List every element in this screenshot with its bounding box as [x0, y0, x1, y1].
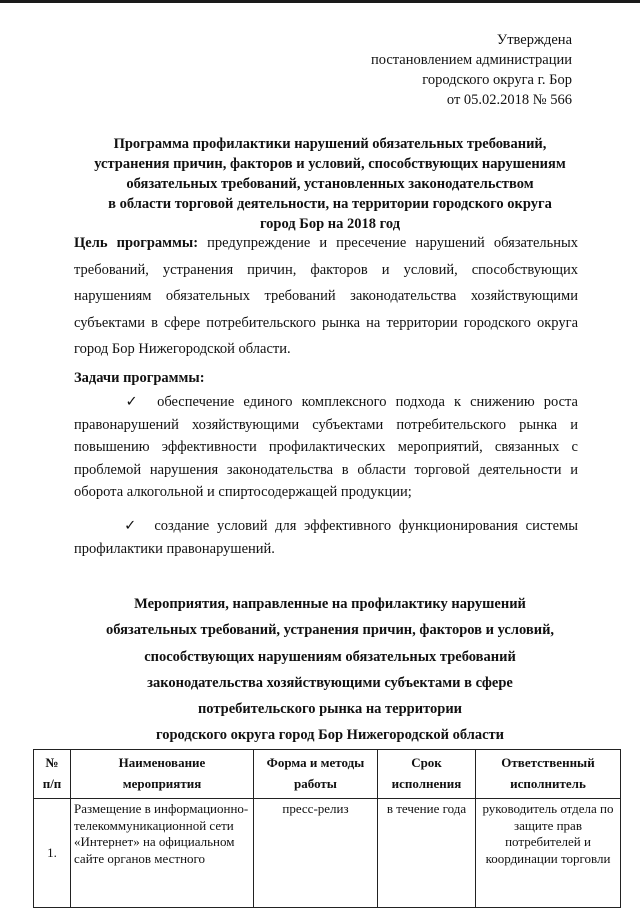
- approval-line: постановлением администрации: [370, 52, 572, 68]
- cell-responsible: руководитель отдела по защите прав потребителей и координации торговли: [476, 799, 621, 908]
- header-responsible: Ответственный исполнитель: [476, 750, 621, 799]
- header-num: № п/п: [34, 750, 71, 799]
- task-item: [74, 391, 578, 504]
- measures-title-line: потребительского рынка на территории: [197, 701, 463, 718]
- title-line: Программа профилактики нарушений обязательных требований,: [113, 136, 547, 152]
- goal-label: Цель программы:: [74, 235, 199, 251]
- header-term: Срок исполнения: [378, 750, 476, 799]
- measures-title-line: Мероприятия, направленные на профилактику нарушений: [134, 596, 526, 612]
- title-line: в области торговой деятельности, на территории городского округа: [108, 196, 552, 212]
- table-row: [34, 799, 621, 908]
- measures-table: [33, 749, 621, 908]
- program-title: [70, 134, 590, 234]
- approval-stamp: [332, 30, 572, 110]
- tasks-heading: Задачи программы:: [74, 370, 205, 386]
- header-name: Наименование мероприятия: [71, 750, 254, 799]
- check-icon: ✓: [120, 394, 144, 410]
- cell-name: Размещение в информационно-телекоммуникационной сети «Интернет» на официальном сайте органов местного: [71, 799, 254, 908]
- title-line: обязательных требований, установленных законодательством: [126, 176, 534, 192]
- approval-line: Утверждена: [496, 32, 572, 48]
- table-header-row: [34, 750, 621, 799]
- measures-title-line: городского округа город Бор Нижегородской области: [155, 727, 505, 744]
- cell-num: 1.: [34, 799, 71, 908]
- measures-title-line: обязательных требований, устранения причин, факторов и условий,: [105, 622, 555, 639]
- title-line: устранения причин, факторов и условий, способствующих нарушениям: [94, 156, 566, 172]
- measures-title: [70, 591, 590, 749]
- task-text: обеспечение единого комплексного подхода к снижению роста правонарушений хозяйствующими субъектами потребительского рынка и повышению эффективности профилактических мероприятий, связанных с проблемой нарушения законодательства в области торговой деятельности и оборота алкогольной и спиртосодержащей продукции;: [74, 394, 578, 500]
- measures-title-line: способствующих нарушениям обязательных требований: [144, 648, 516, 665]
- cell-term: в течение года: [378, 799, 476, 908]
- top-border-line: [0, 0, 640, 3]
- approval-line: городского округа г. Бор: [422, 72, 572, 88]
- measures-title-line: законодательства хозяйствующими субъектами в сфере: [147, 674, 513, 691]
- task-item: [74, 515, 578, 561]
- goal-paragraph: [74, 230, 578, 363]
- check-icon: ✓: [120, 518, 141, 534]
- goal-text: предупреждение и пресечение нарушений обязательных требований, устранения причин, факторов и условий, способствующих нарушениям обязательных требований законодательства хозяйствующими субъектами в сфере потребительского рынка на территории городского округа город Бор Нижегородской области.: [74, 235, 578, 357]
- cell-form: пресс-релиз: [254, 799, 378, 908]
- task-text: создание условий для эффективного функционирования системы профилактики правонарушений.: [74, 518, 578, 557]
- header-form: Форма и методы работы: [254, 750, 378, 799]
- approval-line: от 05.02.2018 № 566: [446, 92, 572, 108]
- title-line: город Бор на 2018 год: [259, 216, 401, 232]
